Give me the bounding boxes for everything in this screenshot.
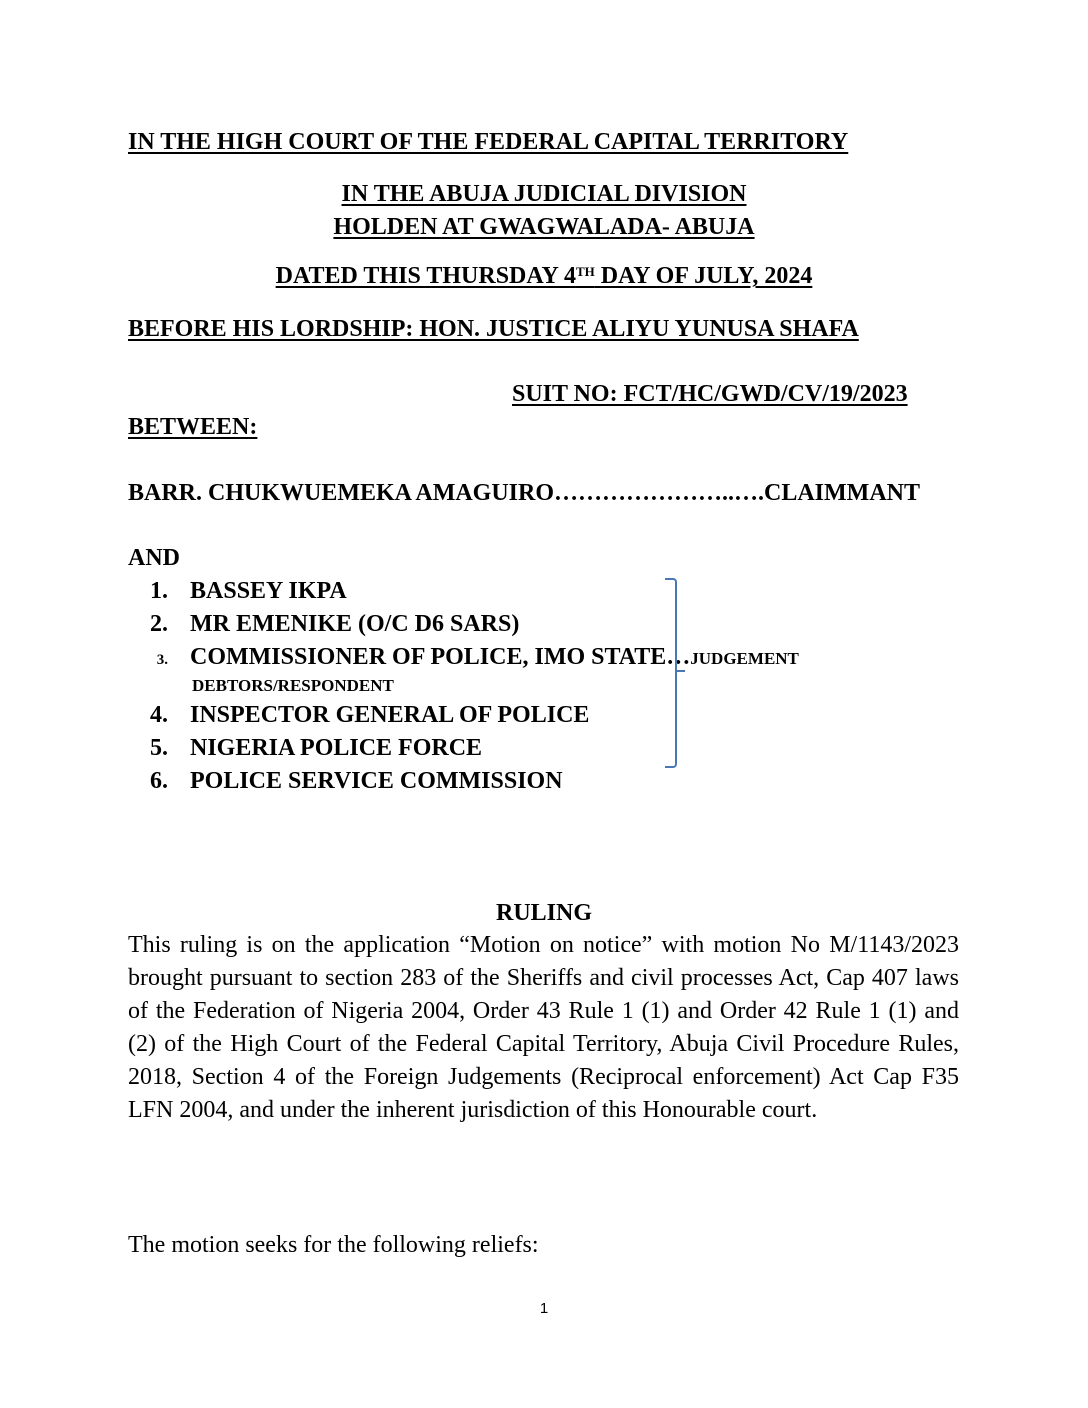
defendant-number: 3. [156, 652, 168, 668]
bracket-point [677, 670, 685, 672]
between-label: BETWEEN: [128, 414, 258, 440]
dated-prefix: DATED THIS THURSDAY 4 [275, 263, 576, 289]
defendant-item [128, 767, 563, 795]
defendant-item [128, 643, 799, 674]
defendant-name: POLICE SERVICE COMMISSION [190, 768, 563, 794]
defendant-item [128, 734, 482, 762]
defendant-number: 6. [150, 768, 168, 794]
defendant-name: COMMISSIONER OF POLICE, IMO STATE… [190, 644, 691, 670]
judgement-label: JUDGEMENT [690, 649, 799, 668]
ruling-paragraph: This ruling is on the application “Motion on notice” with motion No M/1143/2023 brought pursuant to section 283 of the Sheriffs and civil processes Act, Cap 407 laws of the Federation of Nigeria 2004, Order 43 Rule 1 (1) and Order 42 Rule 1 (1) and (2) of the High Court of the Federal Capital Territory, Abuja Civil Procedure Rules, 2018, Section 4 of the Foreign Judgements (Reciprocal enforcement) Act Cap F35 LFN 2004, and under the inherent jurisdiction of this Honourable court. [128, 932, 959, 1123]
defendant-item [128, 610, 519, 638]
claimant-line: BARR. CHUKWUEMEKA AMAGUIRO…………………..….CLAIMMANT [128, 480, 920, 506]
defendants-bracket [665, 578, 677, 768]
holden-line: HOLDEN AT GWAGWALADA- ABUJA [333, 214, 755, 240]
debtors-respondent-label: DEBTORS/RESPONDENT [192, 676, 394, 695]
ruling-heading: RULING [495, 900, 592, 926]
defendant-number: 2. [150, 611, 168, 637]
before-line: BEFORE HIS LORDSHIP: HON. JUSTICE ALIYU YUNUSA SHAFA [128, 316, 859, 342]
dated-line [0, 262, 1088, 290]
defendant-item [128, 577, 347, 605]
division-line: IN THE ABUJA JUDICIAL DIVISION [341, 181, 747, 207]
defendant-name: INSPECTOR GENERAL OF POLICE [190, 702, 590, 728]
defendant-name: MR EMENIKE (O/C D6 SARS) [190, 611, 520, 637]
page-number: 1 [539, 1300, 549, 1317]
defendant-number: 4. [150, 702, 168, 728]
court-title: IN THE HIGH COURT OF THE FEDERAL CAPITAL TERRITORY [128, 129, 849, 155]
dated-superscript: TH [575, 264, 595, 279]
and-label: AND [128, 545, 180, 571]
defendant-name: NIGERIA POLICE FORCE [190, 735, 483, 761]
reliefs-paragraph: The motion seeks for the following reliefs: [128, 1232, 539, 1258]
dated-suffix: DAY OF JULY, 2024 [594, 263, 813, 289]
defendant-number: 5. [150, 735, 168, 761]
defendant-number: 1. [150, 578, 168, 604]
defendant-item [128, 701, 589, 729]
defendant-name: BASSEY IKPA [190, 578, 347, 604]
suit-number: SUIT NO: FCT/HC/GWD/CV/19/2023 [512, 381, 908, 407]
